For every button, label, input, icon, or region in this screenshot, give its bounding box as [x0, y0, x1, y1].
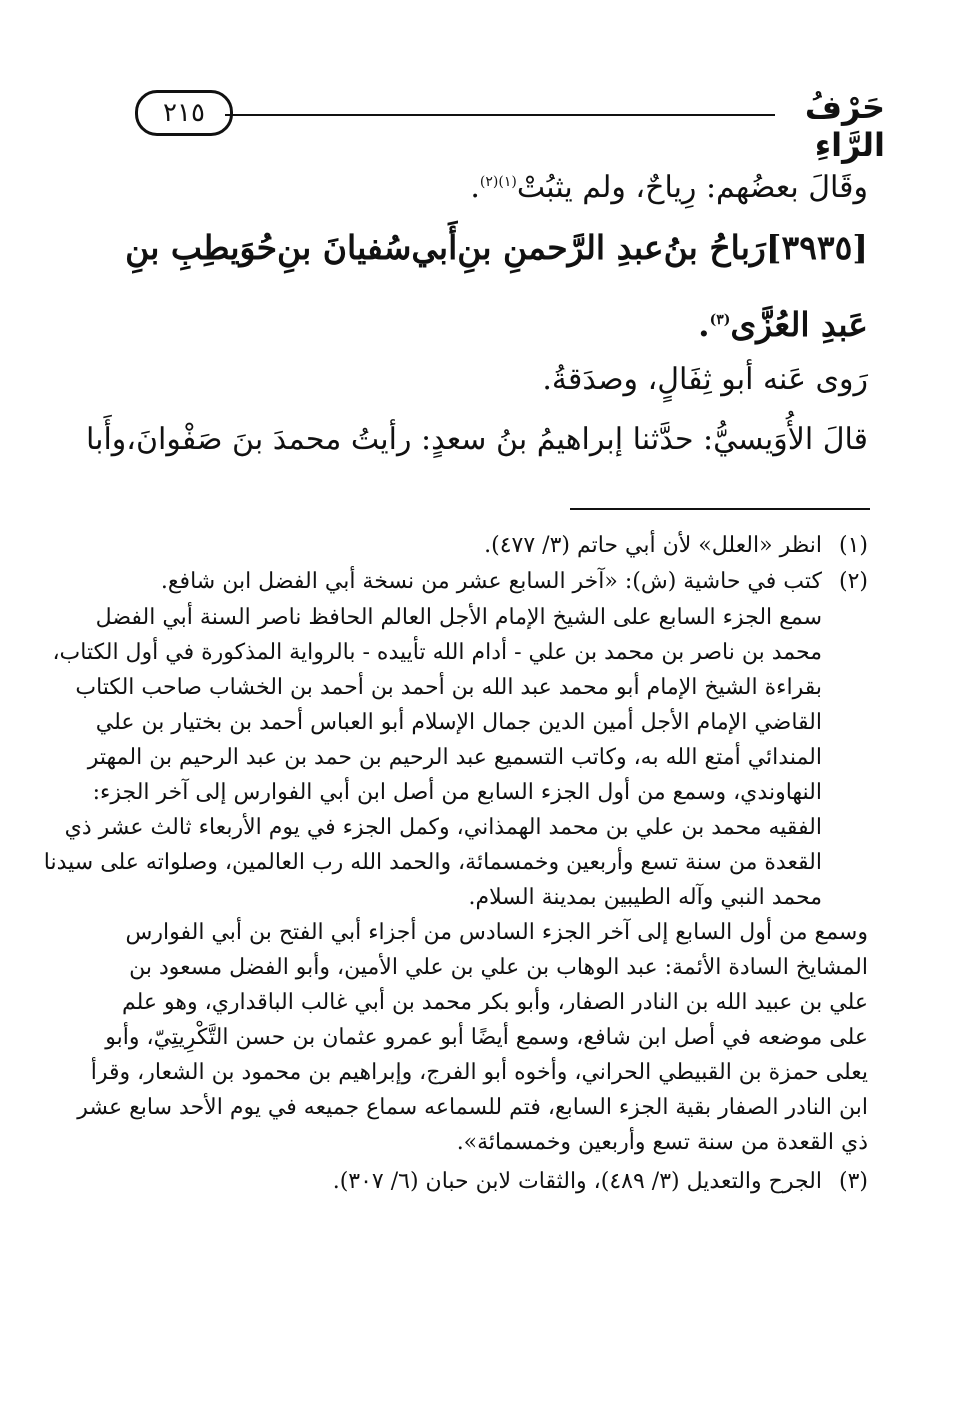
- footnote-line: محمد بن ناصر بن محمد بن علي - أدام الله تأييده - بالرواية المذكورة في أول الكتاب،: [52, 640, 822, 665]
- entry-heading-cont: [138, 290, 868, 350]
- text-line: [85, 410, 868, 470]
- footnote-number: (٣): [838, 1169, 868, 1194]
- footnote-line: القاضي الإمام الأجل أمين الدين جمال الإسلام أبو العباس أحمد بن بختيار بن علي: [95, 710, 822, 735]
- footnote: [118, 1164, 868, 1200]
- entry-word: أَبي: [411, 228, 458, 267]
- footnote-line: ابن النادر الصفار بقية الجزء السابع، فتم للسماعه سماع جميعه في يوم الأحد سابع عشر: [77, 1095, 868, 1120]
- text-span: وقَالَ بعضُهم: رِياحٌ، ولم يثبُتْ: [516, 170, 868, 205]
- entry-word: رَباحُ بنُ: [663, 228, 766, 267]
- footnote-line: علي بن عبيد الله بن النادر الصفار، وأبو بكر محمد بن أبي غالب الباقداري، وهو علم: [121, 990, 868, 1015]
- entry-word: حُوَيطِبِ بنِ: [125, 228, 278, 267]
- footnote-2-body: [43, 600, 868, 915]
- footnotes: [43, 528, 868, 1200]
- text-span: عَبدِ العُزَّى: [730, 305, 868, 344]
- footnote-line: على موضعه في أصل ابن شافع، وسمع أيضًا أبو عمرو عثمان بن حسن التَّكْرِيتِيّ، وأبو: [105, 1025, 868, 1050]
- text-span: .: [470, 170, 480, 205]
- running-head: حَرْفُ الرَّاءِ: [804, 88, 885, 164]
- footnote-line: القعدة من سنة تسع وأربعين وخمسمائة، والحمد الله رب العالمين، وصلواته على سيدنا: [43, 850, 822, 875]
- footnote-number: (١): [838, 533, 868, 558]
- footnote-line: الفقيه محمد بن علي بن محمد الهمذاني، وكمل الجزء في يوم الأربعاء ثالث عشر ذي: [64, 815, 822, 840]
- text-line: [138, 152, 868, 212]
- entry-word: عبدِ الرَّحمنِ بنِ: [457, 228, 664, 267]
- page-header: [125, 88, 885, 164]
- footnote-2-body-cont: [77, 915, 868, 1160]
- footnote-line: بقراءة الشيخ الإمام أبو محمد عبد الله بن أحمد بن أحمد بن الخشاب صاحب الكتاب: [75, 675, 822, 700]
- footnote: [118, 564, 868, 600]
- footnote-separator: [570, 508, 870, 510]
- footnote-ref: (٣): [709, 312, 731, 328]
- text-span: .: [698, 305, 710, 344]
- footnote-number: (٢): [838, 569, 868, 594]
- footnote-line: محمد النبي وآله الطيبين بمدينة السلام.: [468, 885, 822, 910]
- footnote: [118, 528, 868, 564]
- footnote-line: المندائي أمتع الله به، وكاتب التسميع عبد الرحيم بن حمد بن عبد الرحيم بن المهتر: [87, 745, 822, 770]
- footnote-line: النهاوندي، وسمع من أول الجزء السابع من أصل ابن أبي الفوارس إلى آخر الجزء:: [92, 780, 822, 805]
- footnote-line: يعلى حمزة بن القبيطي الحراني، وأخوه أبو الفرج، وإبراهيم بن محمود بن الشعار، وقرأ: [90, 1060, 868, 1085]
- footnote-line: وسمع من أول السابع إلى آخر الجزء السادس من أجزاء أبي الفتح بن أبي الفوارس: [125, 920, 868, 945]
- entry-number: [٣٩٣٥]: [765, 228, 868, 267]
- main-text: [85, 152, 868, 470]
- text-span: وأَبا: [85, 422, 127, 457]
- page-number: ٢١٥: [135, 90, 233, 136]
- entry-heading: [125, 218, 868, 278]
- text-span: قالَ الأُوَيسيُّ: حدَّثنا إبراهيمُ بنُ سعدٍ: رأيتُ محمدَ بنَ صَفْوانَ،: [126, 422, 868, 457]
- footnote-text: الجرح والتعديل (٣/ ٤٨٩)، والثقات لابن حبان (٦/ ٣٠٧).: [332, 1169, 822, 1194]
- footnote-line: سمع الجزء السابع على الشيخ الإمام الأجل العالم الحافظ ناصر السنة أبي الفضل: [95, 605, 822, 630]
- footnote-line: المشايخ السادة الأئمة: عبد الوهاب بن علي بن علي الأمين، وأبو الفضل مسعود بن: [129, 955, 868, 980]
- text-line: رَوى عَنه أبو ثِفَالٍ، وصدَقةُ.: [542, 362, 868, 397]
- footnote-text: كتب في حاشية (ش): «آخر السابع عشر من نسخة أبي الفضل ابن شافع.: [160, 569, 822, 594]
- header-rule: [225, 114, 775, 116]
- footnote-ref: (١)(٢): [479, 174, 517, 190]
- footnote-text: انظر «العلل» لأن أبي حاتم (٣/ ٤٧٧).: [484, 533, 822, 558]
- footnote-line: ذي القعدة من سنة تسع وأربعين وخمسمائة».: [456, 1130, 868, 1155]
- entry-word: سُفيانَ بنِ: [277, 228, 412, 267]
